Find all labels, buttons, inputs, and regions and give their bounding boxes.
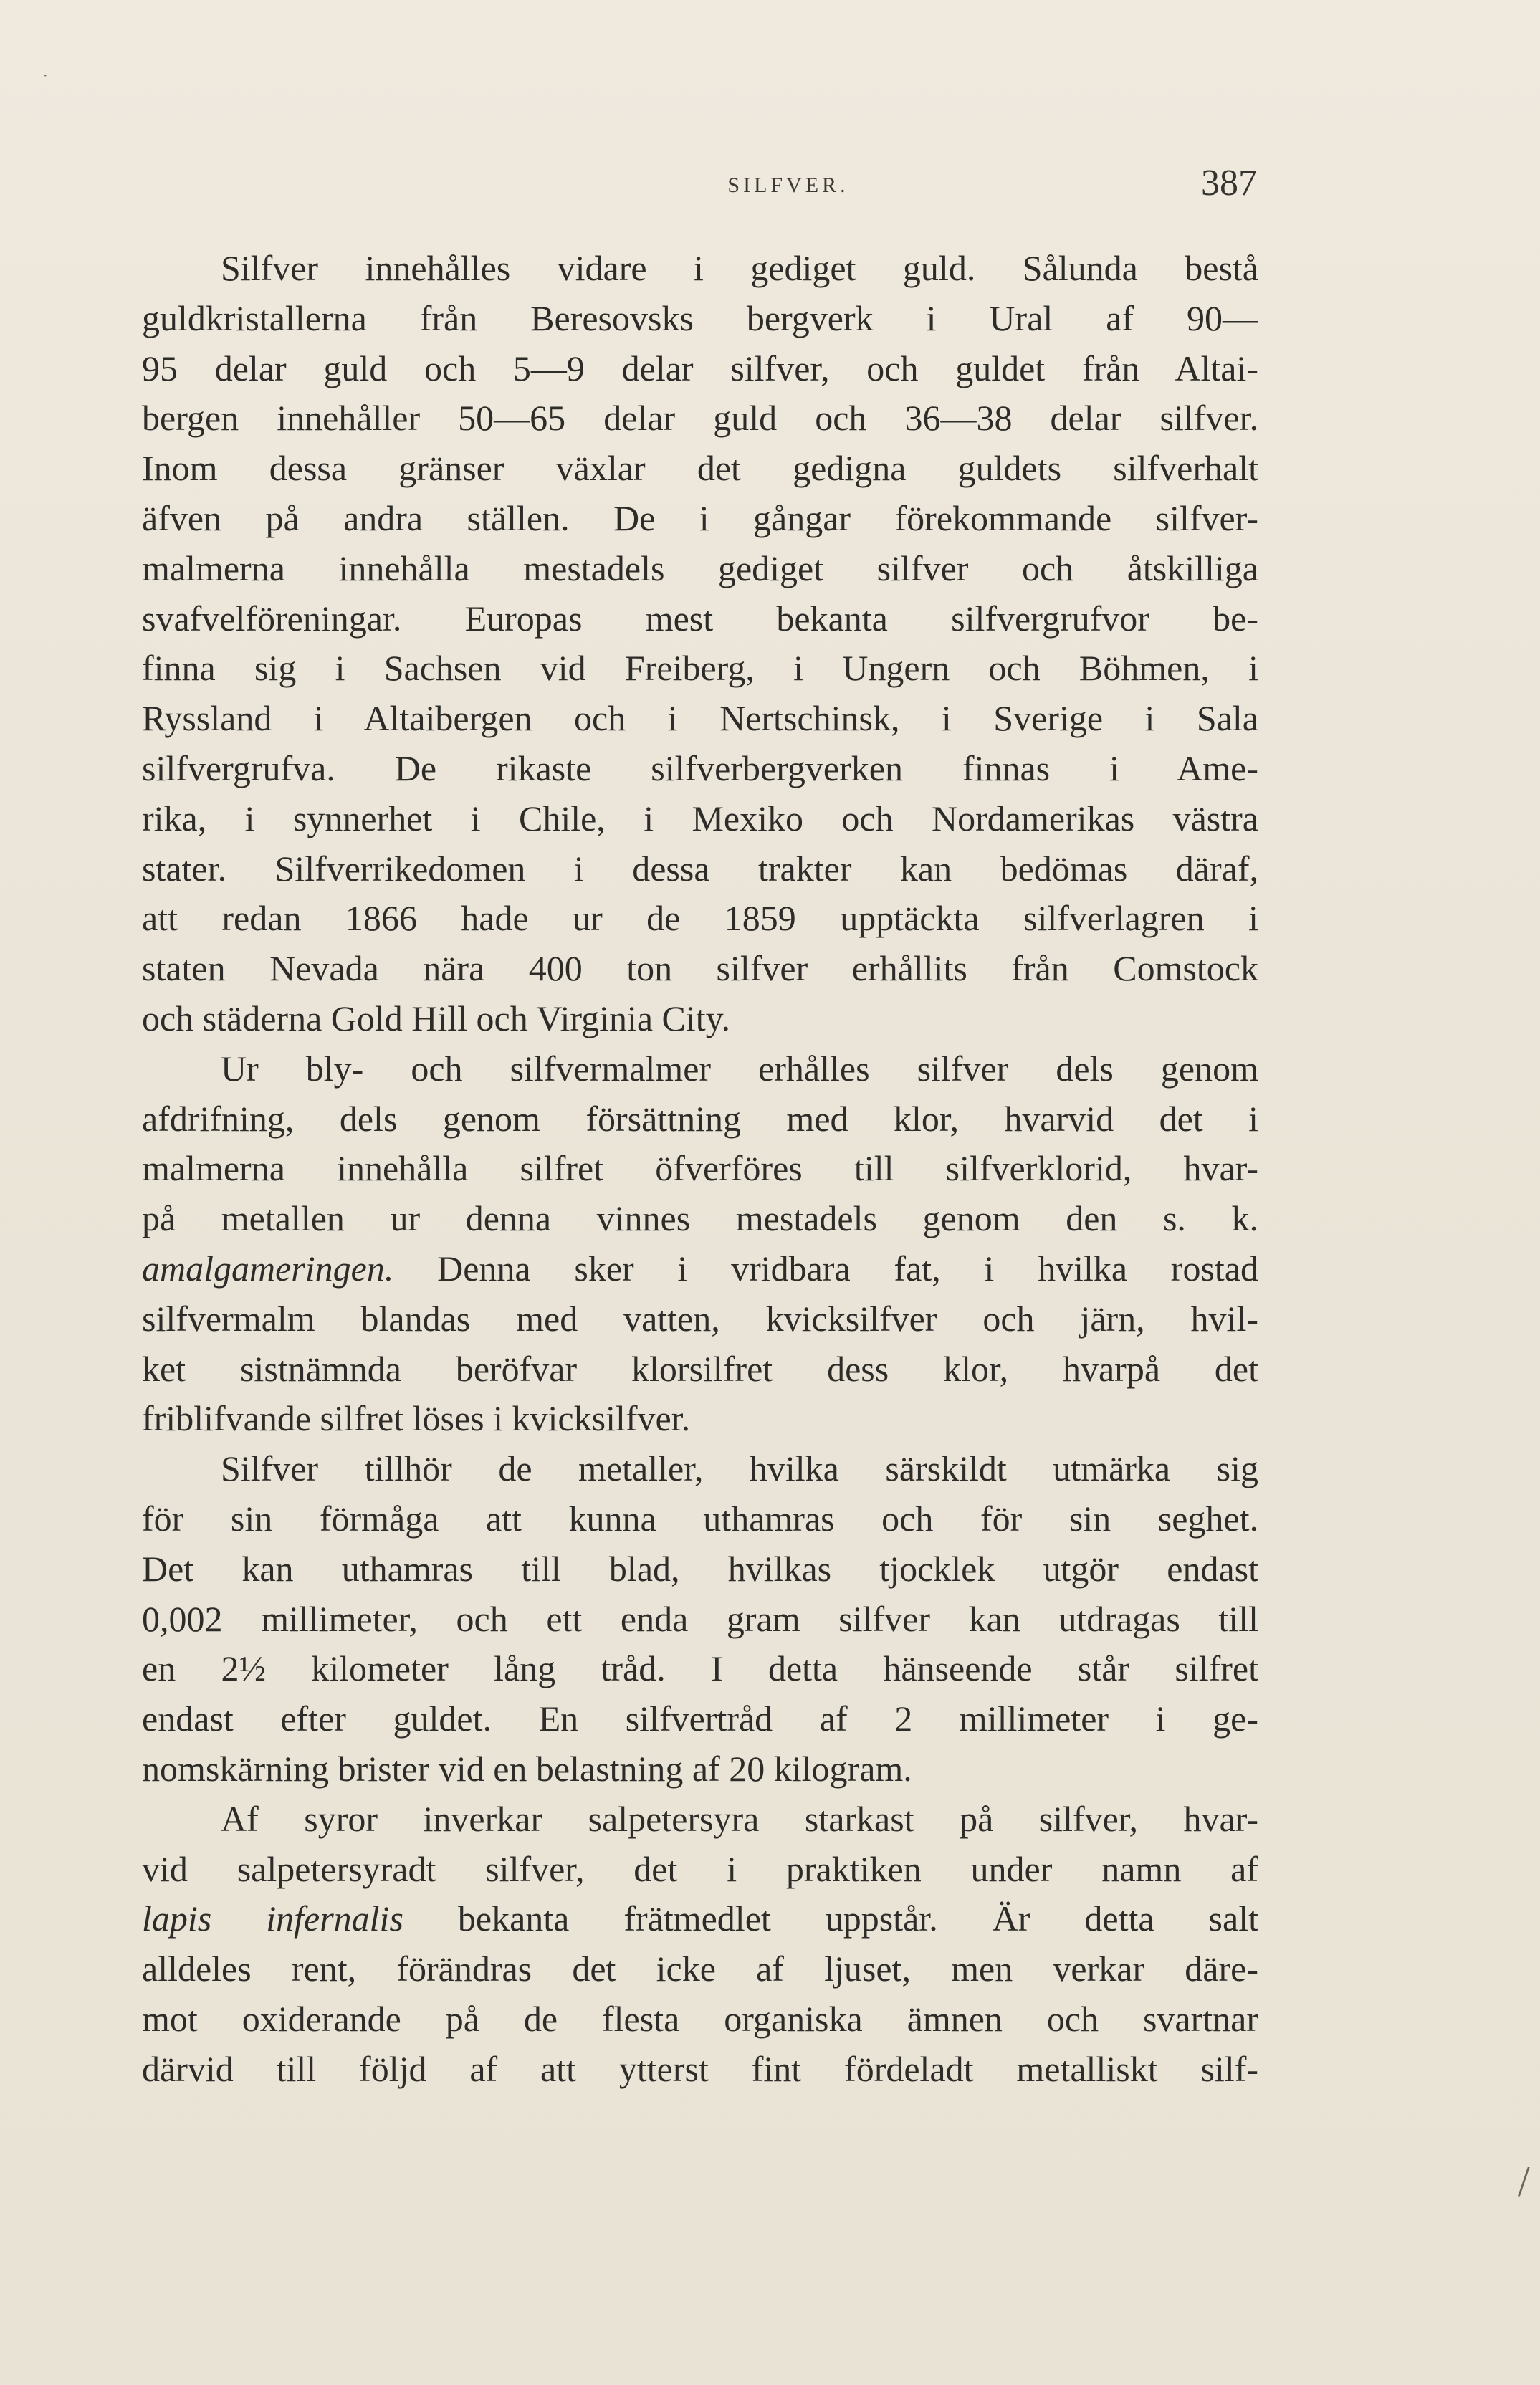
text-line: staten Nevada nära 400 ton silfver erhållits från Comstock xyxy=(142,948,1258,989)
text-line: Ryssland i Altaibergen och i Nertschinsk, i Sverige i Sala xyxy=(142,698,1258,739)
text-line: att redan 1866 hade ur de 1859 upptäckta silfverlagren i xyxy=(142,898,1258,939)
text-line: vid salpetersyradt silfver, det i praktiken under namn af xyxy=(142,1848,1258,1889)
text-line: Silfver innehålles vidare i gediget guld. Sålunda bestå xyxy=(221,248,1258,288)
text-line: därvid till följd af att ytterst fint fördeladt metalliskt silf- xyxy=(142,2048,1258,2089)
text-line: stater. Silfverrikedomen i dessa trakter kan bedömas däraf, xyxy=(142,848,1258,889)
text-line: 0,002 millimeter, och ett enda gram silfver kan utdragas till xyxy=(142,1598,1258,1639)
text-line: Det kan uthamras till blad, hvilkas tjocklek utgör endast xyxy=(142,1548,1258,1589)
text-line: bergen innehåller 50—65 delar guld och 36—38 delar silfver. xyxy=(142,398,1258,439)
text-line: en 2½ kilometer lång tråd. I detta hänseende står silfret xyxy=(142,1648,1258,1689)
margin-mark: / xyxy=(1518,2158,1530,2205)
text-line: ket sistnämnda beröfvar klorsilfret dess klor, hvarpå det xyxy=(142,1348,1258,1389)
text-line: friblifvande silfret löses i kvicksilfver. xyxy=(142,1398,691,1439)
italic-term: amalgameringen. xyxy=(142,1248,394,1289)
text-line: för sin förmåga att kunna uthamras och för sin seghet. xyxy=(142,1498,1258,1539)
text-line-with-italic xyxy=(142,1894,1258,1944)
text-line: afdrifning, dels genom försättning med klor, hvarvid det i xyxy=(142,1098,1258,1139)
text-line: Inom dessa gränser växlar det gedigna guldets silfverhalt xyxy=(142,448,1258,489)
text-line: Ur bly- och silfvermalmer erhålles silfver dels genom xyxy=(221,1048,1258,1089)
text-line: Silfver tillhör de metaller, hvilka särskildt utmärka sig xyxy=(221,1448,1258,1489)
text-line: rika, i synnerhet i Chile, i Mexiko och Nordamerikas västra xyxy=(142,798,1258,838)
text-line: guldkristallerna från Beresovsks bergverk i Ural af 90— xyxy=(142,297,1258,338)
italic-term: lapis infernalis xyxy=(142,1898,403,1939)
text-line: alldeles rent, förändras det icke af ljuset, men verkar däre- xyxy=(142,1949,1258,1989)
margin-dot: · xyxy=(43,68,48,84)
body-text xyxy=(142,244,1258,2094)
running-title: SILFVER. xyxy=(727,173,849,197)
text-line: malmerna innehålla silfret öfverföres till silfverklorid, hvar- xyxy=(142,1148,1258,1189)
text-line: svafvelföreningar. Europas mest bekanta silfvergrufvor be- xyxy=(142,598,1258,639)
text-line: och städerna Gold Hill och Virginia City. xyxy=(142,998,730,1038)
text-line: mot oxiderande på de flesta organiska ämnen och svartnar xyxy=(142,1998,1258,2039)
text-line: silfvergrufva. De rikaste silfverbergverken finnas i Ame- xyxy=(142,747,1258,788)
page-number: 387 xyxy=(1201,163,1257,204)
text-line: nomskärning brister vid en belastning af 20 kilogram. xyxy=(142,1748,912,1789)
text-line: äfven på andra ställen. De i gångar förekommande silfver- xyxy=(142,497,1258,538)
text-line: på metallen ur denna vinnes mestadels genom den s. k. xyxy=(142,1198,1258,1239)
text-line: malmerna innehålla mestadels gediget silfver och åtskilliga xyxy=(142,548,1258,588)
text-line: Af syror inverkar salpetersyra starkast på silfver, hvar- xyxy=(221,1798,1258,1839)
text-line: silfvermalm blandas med vatten, kvicksilfver och järn, hvil- xyxy=(142,1298,1258,1339)
text-line: finna sig i Sachsen vid Freiberg, i Ungern och Böhmen, i xyxy=(142,648,1258,689)
text-line: endast efter guldet. En silfvertråd af 2 millimeter i ge- xyxy=(142,1698,1258,1739)
text-line-with-italic xyxy=(142,1244,1258,1294)
text-fragment: Denna sker i vridbara fat, i hvilka rostad xyxy=(393,1248,1258,1289)
text-line: 95 delar guld och 5—9 delar silfver, och guldet från Altai- xyxy=(142,348,1258,388)
text-fragment: bekanta frätmedlet uppstår. Är detta salt xyxy=(403,1898,1258,1939)
